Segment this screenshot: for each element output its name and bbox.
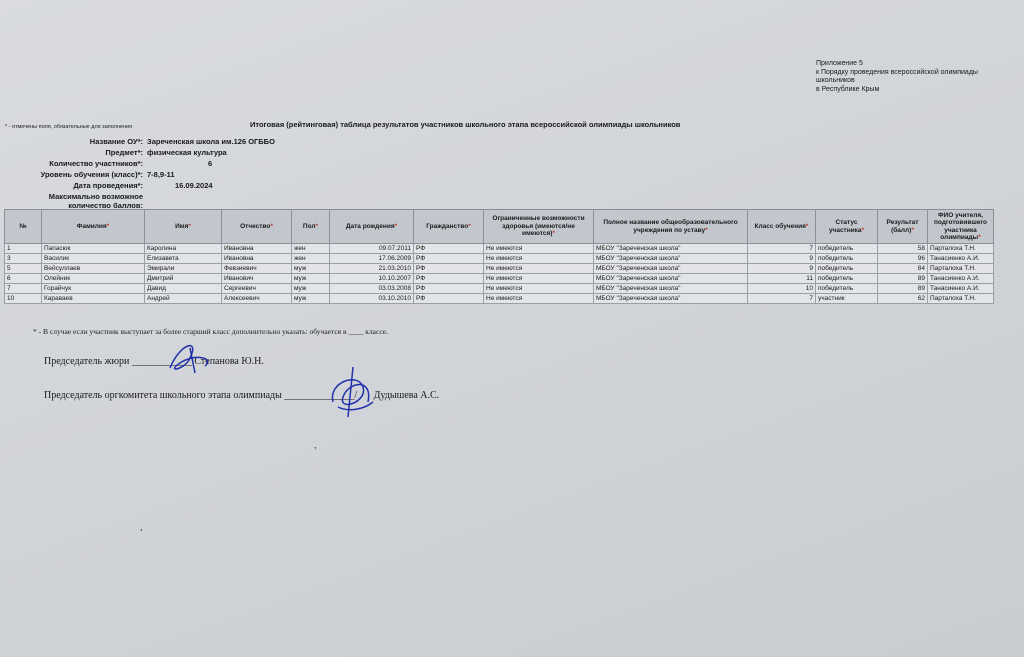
table-cell: Не имеются (484, 264, 594, 274)
participants-label: Количество участников*: (49, 159, 143, 168)
table-row (5, 254, 994, 264)
header-cell: Гражданство* (414, 210, 484, 244)
info-subject (0, 148, 400, 159)
appendix-line: к Порядку проведения всероссийской олимпиады (816, 68, 978, 76)
level-value: 7-8,9-11 (147, 170, 175, 179)
table-cell: 89 (878, 284, 928, 294)
table-cell: 1 (5, 244, 42, 254)
table-cell: Караваев (42, 294, 145, 304)
info-date (0, 181, 400, 192)
table-row (5, 294, 994, 304)
document-title: Итоговая (рейтинговая) таблица результатов участников школьного этапа всероссийской олимпиады школьников (250, 120, 681, 129)
table-body (5, 244, 994, 304)
jury-signature-icon (160, 338, 230, 378)
participants-value: 6 (208, 159, 213, 168)
school-label: Название ОУ*: (89, 137, 143, 146)
table-cell: МБОУ "Зареченская школа" (594, 244, 748, 254)
table-cell: 03.10.2010 (330, 294, 414, 304)
table-cell: РФ (414, 244, 484, 254)
appendix-note (816, 60, 1016, 94)
subject-label: Предмет*: (105, 148, 143, 157)
header-cell: Статус участника* (816, 210, 878, 244)
table-cell: Ивановна (222, 244, 292, 254)
signature-blank: ______________/ (284, 390, 358, 401)
org-signature-icon (318, 362, 388, 422)
table-cell: 89 (878, 274, 928, 284)
info-participants (0, 159, 400, 170)
table-cell: Не имеются (484, 274, 594, 284)
table-cell: муж (292, 274, 330, 284)
table-cell: 10 (5, 294, 42, 304)
signature-blank: ____________ (131, 356, 192, 367)
table-cell: МБОУ "Зареченская школа" (594, 294, 748, 304)
table-cell: Дмитрий (145, 274, 222, 284)
level-label: Уровень обучения (класс)*: (40, 170, 143, 179)
table-cell: 7 (5, 284, 42, 294)
table-cell: Парталоха Т.Н. (928, 294, 994, 304)
max-label-2: количество баллов: (68, 201, 143, 210)
jury-signature-line (44, 356, 264, 367)
table-cell: муж (292, 264, 330, 274)
table-cell: участник (816, 294, 878, 304)
table-cell: Парталоха Т.Н. (928, 244, 994, 254)
table-cell: Февзиевич (222, 264, 292, 274)
table-cell: РФ (414, 254, 484, 264)
table-cell: 96 (878, 254, 928, 264)
table-cell: 11 (748, 274, 816, 284)
required-fields-note: * - отмечены поля, обязательные для заполнения (5, 124, 133, 130)
table-cell: 9 (748, 264, 816, 274)
table-cell: 03.03.2008 (330, 284, 414, 294)
max-label-1: Максимально возможное (48, 192, 143, 201)
table-cell: МБОУ "Зареченская школа" (594, 264, 748, 274)
table-cell: Василик (42, 254, 145, 264)
footnote: * - В случае если участник выступает за более старший класс дополнительно указать: обучается в ____ классе. (33, 327, 388, 336)
table-row (5, 244, 994, 254)
table-cell: 84 (878, 264, 928, 274)
table-cell: 10.10.2007 (330, 274, 414, 284)
header-cell: Отчество* (222, 210, 292, 244)
table-cell: МБОУ "Зареченская школа" (594, 254, 748, 264)
table-cell: Вейсуллаев (42, 264, 145, 274)
header-cell: Полное название общеобразовательного учреждения по уставу* (594, 210, 748, 244)
jury-chair-label: Председатель жюри (44, 356, 130, 367)
table-cell: жен (292, 244, 330, 254)
table-cell: Парталоха Т.Н. (928, 264, 994, 274)
header-cell: Имя* (145, 210, 222, 244)
table-cell: РФ (414, 274, 484, 284)
table-cell: Давид (145, 284, 222, 294)
table-cell: Каролина (145, 244, 222, 254)
table-cell: РФ (414, 294, 484, 304)
info-school (0, 137, 400, 148)
table-cell: муж (292, 294, 330, 304)
header-cell: Результат (балл)* (878, 210, 928, 244)
header-cell: Дата рождения* (330, 210, 414, 244)
table-cell: 3 (5, 254, 42, 264)
table-cell: МБОУ "Зареченская школа" (594, 274, 748, 284)
table-cell: Алексеевич (222, 294, 292, 304)
table-cell: Танасиенко А.И. (928, 284, 994, 294)
results-table (4, 209, 994, 304)
table-cell: 09.07.2011 (330, 244, 414, 254)
table-cell: 6 (5, 274, 42, 284)
table-cell: Ивановна (222, 254, 292, 264)
appendix-line: школьников (816, 77, 855, 84)
table-cell: победитель (816, 254, 878, 264)
header-cell: Пол* (292, 210, 330, 244)
date-value: 16.09.2024 (175, 181, 213, 190)
table-cell: РФ (414, 284, 484, 294)
table-cell: 7 (748, 294, 816, 304)
header-cell: Фамилия* (42, 210, 145, 244)
table-cell: Иванович (222, 274, 292, 284)
table-cell: Танасиенко А.И. (928, 274, 994, 284)
table-cell: 58 (878, 244, 928, 254)
school-value: Зареченская школа им.126 ОГББО (147, 137, 275, 146)
table-cell: Елизавета (145, 254, 222, 264)
org-chair-label: Председатель оргкомитета школьного этапа олимпиады (44, 390, 282, 401)
table-cell: 21.03.2010 (330, 264, 414, 274)
info-level (0, 170, 400, 181)
table-cell: Эмирали (145, 264, 222, 274)
table-cell: победитель (816, 244, 878, 254)
table-cell: 5 (5, 264, 42, 274)
table-cell: Не имеются (484, 284, 594, 294)
header-cell: Ограниченные возможности здоровья (имеются/не имеются)* (484, 210, 594, 244)
table-row (5, 264, 994, 274)
table-cell: Не имеются (484, 254, 594, 264)
table-cell: Горайчук (42, 284, 145, 294)
table-cell: победитель (816, 284, 878, 294)
header-row (5, 210, 994, 244)
table-cell: 17.06.2009 (330, 254, 414, 264)
table-cell: жен (292, 254, 330, 264)
jury-chair-name: Степанова Ю.Н. (194, 356, 264, 367)
table-cell: победитель (816, 264, 878, 274)
date-label: Дата проведения*: (73, 181, 143, 190)
appendix-line: в Республике Крым (816, 85, 880, 93)
appendix-line: Приложение 5 (816, 60, 863, 67)
table-cell: 10 (748, 284, 816, 294)
table-cell: Не имеются (484, 294, 594, 304)
table-cell: МБОУ "Зареченская школа" (594, 284, 748, 294)
table-row (5, 284, 994, 294)
stray-mark: , (314, 440, 317, 450)
table-cell: Сергеевич (222, 284, 292, 294)
table-row (5, 274, 994, 284)
subject-value: физическая культура (147, 148, 227, 157)
table-cell: РФ (414, 264, 484, 274)
table-cell: 62 (878, 294, 928, 304)
table-cell: Не имеются (484, 244, 594, 254)
stray-mark: , (140, 522, 143, 532)
header-cell: № (5, 210, 42, 244)
org-chair-name: Дудышева А.С. (373, 390, 440, 401)
table-cell: Танасиенко А.И. (928, 254, 994, 264)
table-cell: Андрей (145, 294, 222, 304)
table-cell: Олейник (42, 274, 145, 284)
table-cell: 7 (748, 244, 816, 254)
table-cell: Папасюк (42, 244, 145, 254)
table-cell: муж (292, 284, 330, 294)
header-cell: Класс обучения* (748, 210, 816, 244)
table-cell: 9 (748, 254, 816, 264)
table-cell: победитель (816, 274, 878, 284)
header-cell: ФИО учителя, подготовившего участника олимпиады* (928, 210, 994, 244)
